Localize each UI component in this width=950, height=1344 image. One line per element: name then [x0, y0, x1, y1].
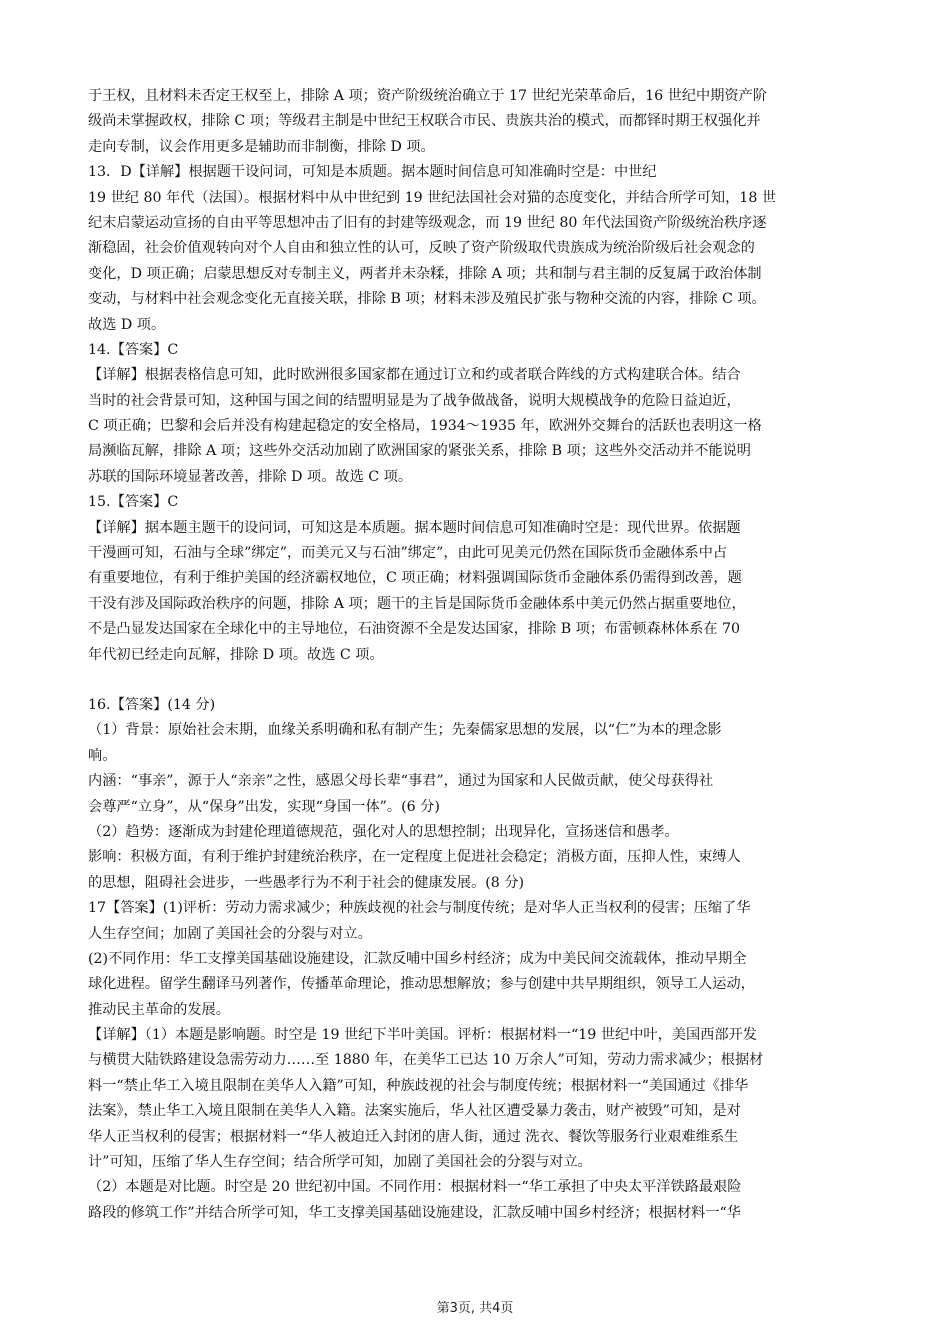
text-line: 内涵：“事亲”，源于人“亲亲”之性，感恩父母长辈“事君”，通过为国家和人民做贡献，使父母获得社: [88, 773, 714, 790]
text-line: 变化，D 项正确；启蒙思想反对专制主义，两者并未杂糅，排除 A 项；共和制与君主制的反复属于政治体制: [88, 265, 762, 282]
text-line: （2）本题是对比题。时空是 20 世纪初中国。不同作用：根据材料一“华工承担了中央太平洋铁路最艰险: [88, 1179, 742, 1196]
text-line: 【详解】根据表格信息可知，此时欧洲很多国家都在通过订立和约或者联合阵线的方式构建联合体。结合: [88, 367, 741, 384]
text-line: 16.【答案】(14 分): [88, 696, 216, 713]
text-line: 会尊严“立身”，从“保身”出发，实现“身国一体”。(6 分): [88, 798, 440, 815]
text-line: 【详解】据本题主题干的设问词，可知这是本质题。据本题时间信息可知准确时空是：现代世界。依据题: [88, 519, 741, 536]
text-line: 与横贯大陆铁路建设急需劳动力……至 1880 年，在美华工已达 10 万余人”可知，劳动力需求减少；根据材: [88, 1052, 764, 1069]
text-line: 响。: [88, 747, 117, 764]
text-line: 纪末启蒙运动宣扬的自由平等思想冲击了旧有的封建等级观念，而 19 世纪 80 年代法国资产阶级统治秩序逐: [88, 214, 767, 231]
text-line: 【详解】（1）本题是影响题。时空是 19 世纪下半叶美国。评析：根据材料一“19 世纪中叶，美国西部开发: [88, 1027, 757, 1044]
text-line: 影响：积极方面，有利于维护封建统治秩序，在一定程度上促进社会稳定；消极方面，压抑人性，束缚人: [88, 849, 741, 866]
text-line: 料一“禁止华工入境且限制在美华人入籍”可知，种族歧视的社会与制度传统；根据材料一“美国通过《排华: [88, 1077, 749, 1094]
text-line: 路段的修筑工作”并结合所学可知，华工支撑美国基础设施建设，汇款反哺中国乡村经济；根据材料一“华: [88, 1204, 741, 1221]
text-line: （2）趋势：逐渐成为封建伦理道德规范，强化对人的思想控制；出现异化，宣扬迷信和愚孝。: [88, 823, 679, 840]
text-line: 苏联的国际环境显著改善，排除 D 项。故选 C 项。: [88, 468, 413, 485]
text-line: 13．D【详解】根据题干设问词，可知是本质题。据本题时间信息可知准确时空是：中世纪: [88, 164, 657, 181]
text-line: 局濒临瓦解，排除 A 项；这些外交活动加剧了欧洲国家的紧张关系，排除 B 项；这些外交活动并不能说明: [88, 443, 751, 460]
text-line: 走向专制，议会作用更多是辅助而非制衡，排除 D 项。: [88, 138, 435, 155]
text-line: 故选 D 项。: [88, 316, 166, 333]
text-line: 14.【答案】C: [88, 341, 179, 358]
text-line: 有重要地位，有利于维护美国的经济霸权地位，C 项正确；材料强调国际货币金融体系仍需得到改善，题: [88, 570, 742, 587]
text-line: 干漫画可知，石油与全球”绑定”，而美元又与石油”绑定”，由此可见美元仍然在国际货币金融体系中占: [88, 545, 728, 562]
text-line: 17【答案】(1)评析：劳动力需求减少；种族歧视的社会与制度传统；是对华人正当权利的侵害；压缩了华: [88, 900, 751, 917]
blank-line: [88, 668, 864, 693]
page-footer: 第3页, 共4页: [436, 1301, 514, 1316]
text-line: 19 世纪 80 年代（法国）。根据材料中从中世纪到 19 世纪法国社会对猫的态度变化，并结合所学可知，18 世: [88, 189, 777, 206]
text-line: （1）背景：原始社会末期，血缘关系明确和私有制产生；先秦儒家思想的发展，以“仁”为本的理念影: [88, 722, 722, 739]
text-line: 渐稳固，社会价值观转向对个人自由和独立性的认可，反映了资产阶级取代贵族成为统治阶级后社会观念的: [88, 240, 755, 257]
text-line: 推动民主革命的发展。: [88, 1001, 230, 1018]
text-line: 人生存空间；加剧了美国社会的分裂与对立。: [88, 925, 372, 942]
text-line: 的思想，阻碍社会进步，一些愚孝行为不利于社会的健康发展。(8 分): [88, 874, 525, 891]
text-line: 15.【答案】C: [88, 494, 179, 511]
text-line: (2)不同作用：华工支撑美国基础设施建设，汇款反哺中国乡村经济；成为中美民间交流载体，推动早期全: [88, 950, 747, 967]
text-line: 计”可知，压缩了华人生存空间；结合所学可知，加剧了美国社会的分裂与对立。: [88, 1154, 592, 1171]
text-line: C 项正确；巴黎和会后并没有构建起稳定的安全格局，1934～1935 年，欧洲外交舞台的活跃也表明这一格: [88, 418, 762, 435]
text-line: 级尚未掌握政权，排除 C 项；等级君主制是中世纪王权联合市民、贵族共治的模式，而都铎时期王权强化并: [88, 113, 761, 130]
document-body: [88, 84, 864, 1226]
text-line: 法案》，禁止华工入境且限制在美华人入籍。法案实施后，华人社区遭受暴力袭击，财产被毁”可知，是对: [88, 1103, 741, 1120]
text-line: 年代初已经走向瓦解，排除 D 项。故选 C 项。: [88, 646, 384, 663]
text-line: 干没有涉及国际政治秩序的问题，排除 A 项；题干的主旨是国际货币金融体系中美元仍然占据重要地位，: [88, 595, 746, 612]
text-line: 变动，与材料中社会观念变化无直接关联，排除 B 项；材料未涉及殖民扩张与物种交流的内容，排除 C 项。: [88, 291, 766, 308]
text-line: 球化进程。留学生翻译马列著作，传播革命理论，推动思想解放；参与创建中共早期组织，领导工人运动，: [88, 976, 755, 993]
text-line: 于王权，且材料未否定王权至上，排除 A 项；资产阶级统治确立于 17 世纪光荣革命后，16 世纪中期资产阶: [88, 88, 767, 104]
text-line: 当时的社会背景可知，这种国与国之间的结盟明显是为了战争做战备，说明大规模战争的危险日益迫近，: [88, 392, 741, 409]
text-line: 不是凸显发达国家在全球化中的主导地位，石油资源不全是发达国家，排除 B 项；布雷顿森林体系在 70: [88, 621, 741, 638]
text-line: 华人正当权利的侵害；根据材料一“华人被迫迁入封闭的唐人街，通过 洗衣、餐饮等服务行业艰难维系生: [88, 1128, 739, 1145]
